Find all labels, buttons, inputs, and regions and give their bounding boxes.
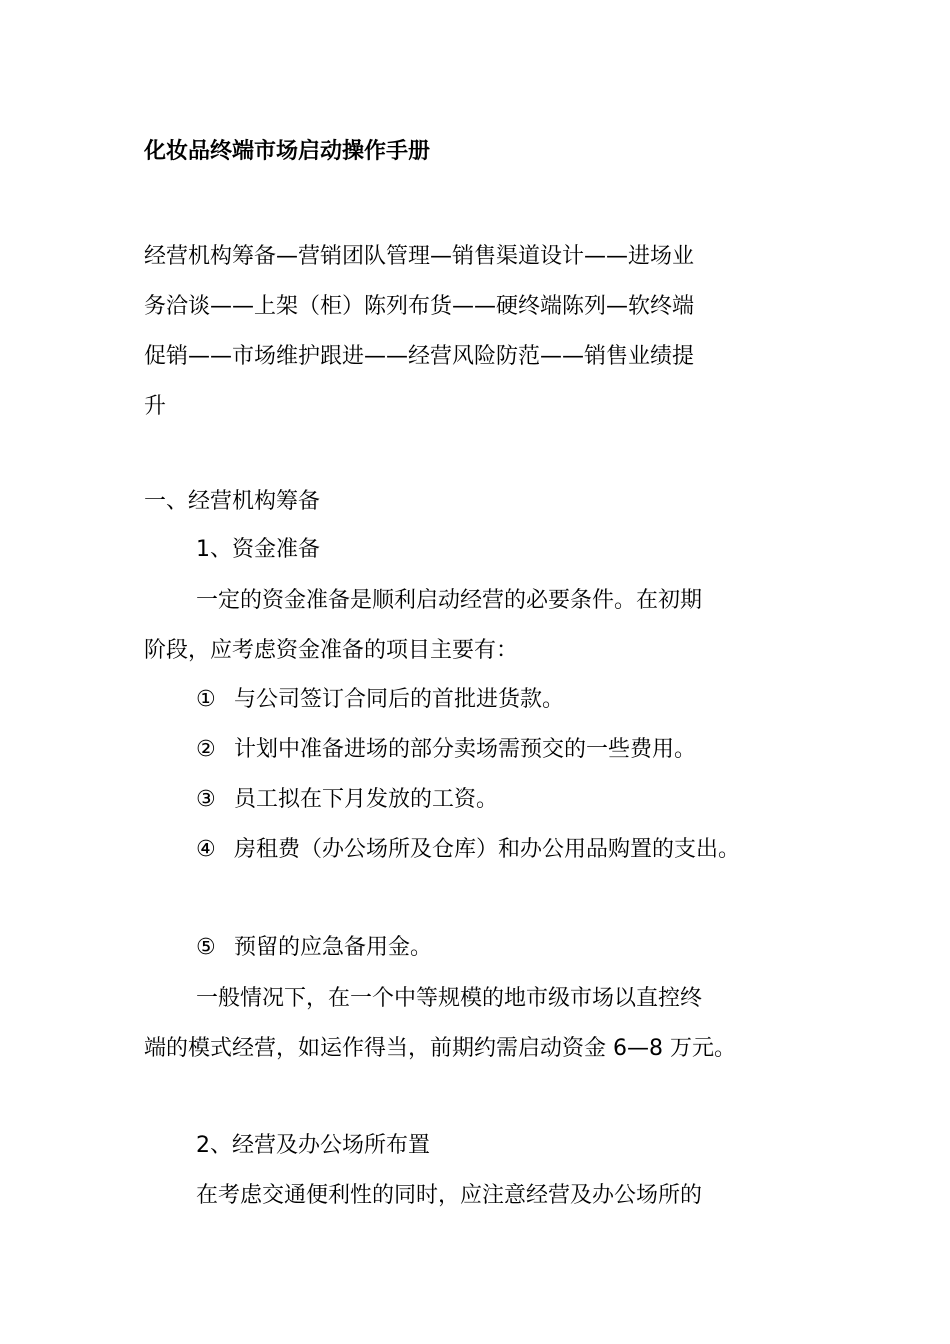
paragraph-line: 一定的资金准备是顺利启动经营的必要条件。在初期 <box>196 588 703 613</box>
list-number: ② <box>196 737 216 762</box>
list-text: 预留的应急备用金。 <box>234 935 433 960</box>
list-number: ③ <box>196 787 216 812</box>
list-text: 员工拟在下月发放的工资。 <box>234 787 499 812</box>
section-heading: 一、经营机构筹备 <box>144 489 321 514</box>
list-number: ① <box>196 687 216 712</box>
summary-line: 经营机构筹备—营销团队管理—销售渠道设计——进场业 <box>144 244 695 269</box>
list-text: 与公司签订合同后的首批进货款。 <box>234 687 565 712</box>
list-item <box>196 932 432 964</box>
summary-line: 升 <box>144 394 167 419</box>
list-item <box>196 834 740 866</box>
list-number: ⑤ <box>196 935 216 960</box>
list-text: 计划中准备进场的部分卖场需预交的一些费用。 <box>234 737 697 762</box>
funds-conclusion-paragraph <box>144 974 834 1074</box>
paragraph-line: 阶段，应考虑资金准备的项目主要有： <box>144 638 519 663</box>
document-title: 化妆品终端市场启动操作手册 <box>144 139 431 164</box>
summary-line: 务洽谈——上架（柜）陈列布货——硬终端陈列—软终端 <box>144 294 695 319</box>
paragraph-line: 一般情况下，在一个中等规模的地市级市场以直控终 <box>196 986 703 1011</box>
subsection-heading-office: 2、经营及办公场所布置 <box>196 1133 430 1158</box>
list-number: ④ <box>196 837 216 862</box>
list-item <box>196 684 564 716</box>
process-summary <box>144 232 824 432</box>
funds-intro-paragraph <box>144 576 834 676</box>
list-item <box>196 784 498 816</box>
list-item <box>196 734 696 766</box>
subsection-heading-funds: 1、资金准备 <box>196 537 320 562</box>
office-paragraph-line: 在考虑交通便利性的同时，应注意经营及办公场所的 <box>196 1183 703 1208</box>
list-text: 房租费（办公场所及仓库）和办公用品购置的支出。 <box>234 837 741 862</box>
paragraph-line: 端的模式经营，如运作得当，前期约需启动资金 6—8 万元。 <box>144 1036 736 1061</box>
summary-line: 促销——市场维护跟进——经营风险防范——销售业绩提 <box>144 344 695 369</box>
